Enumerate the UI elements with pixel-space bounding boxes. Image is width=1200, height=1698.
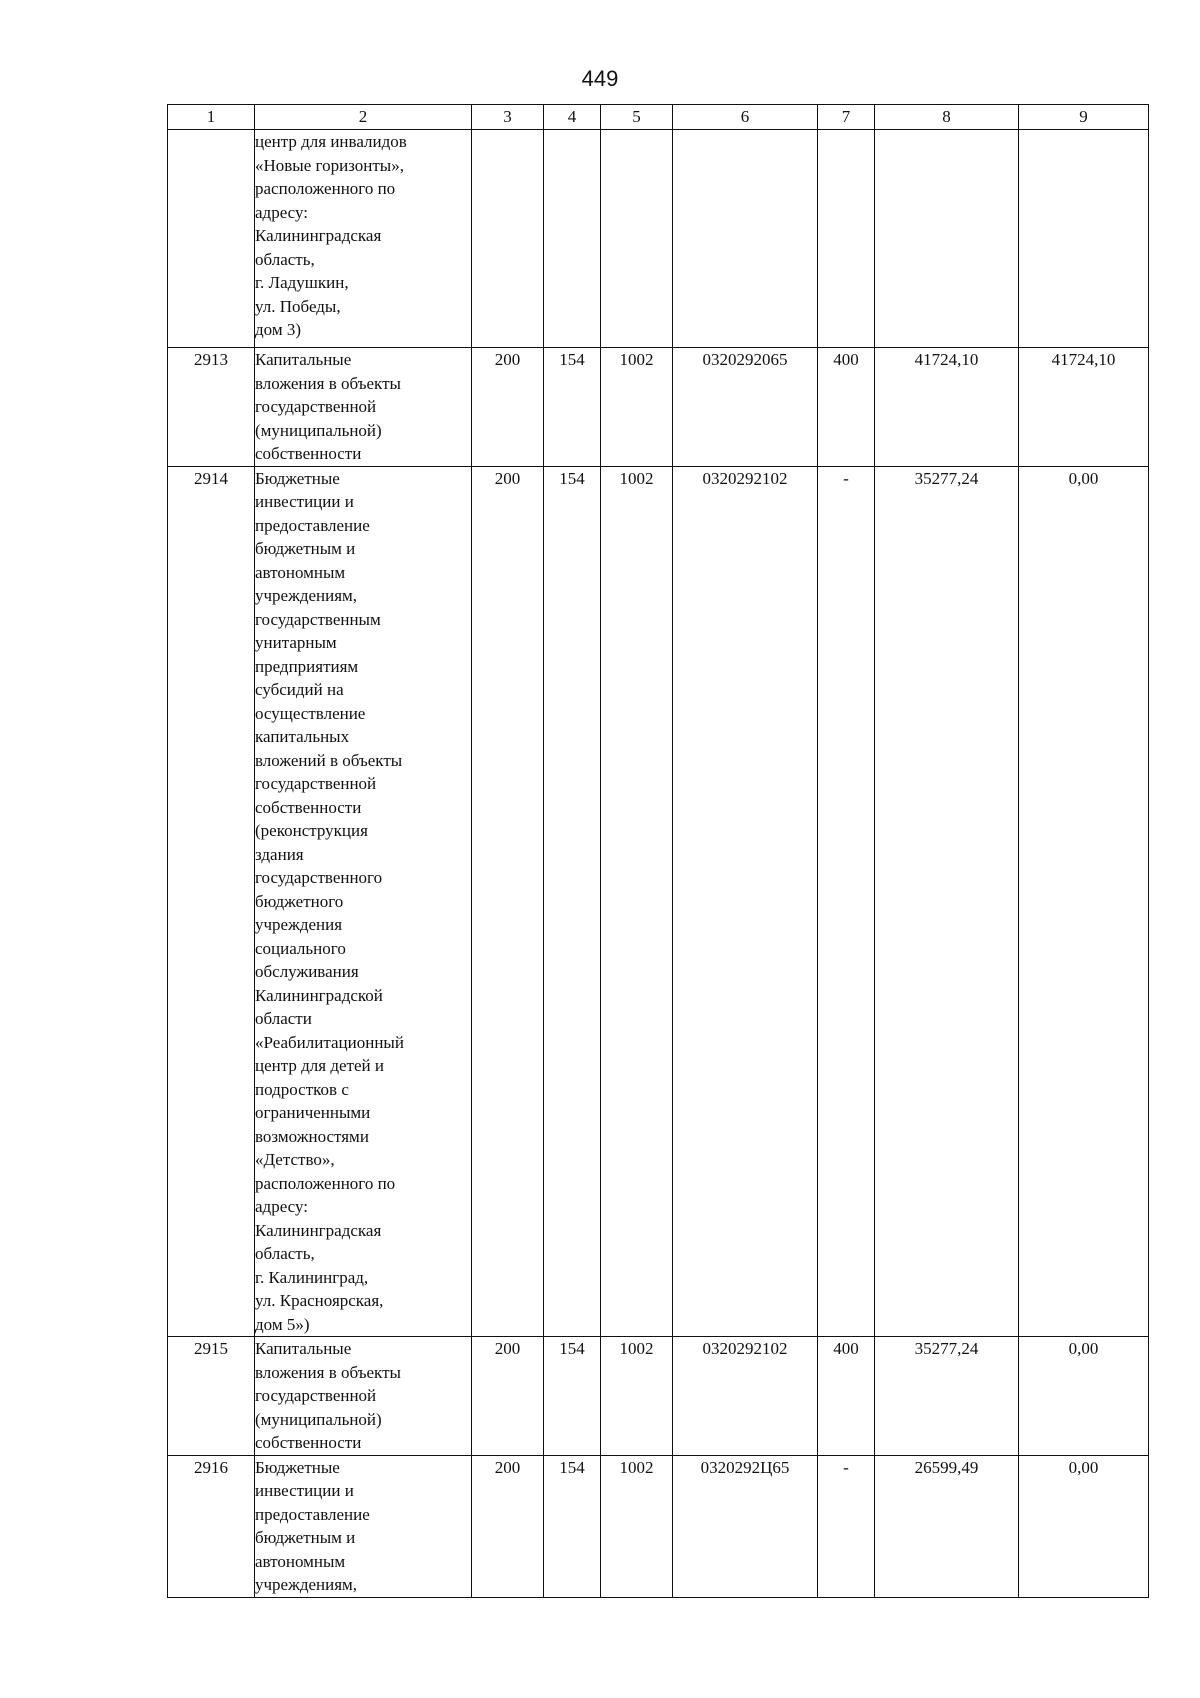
cell-col8: 41724,10	[875, 348, 1019, 467]
cell-col7: 400	[818, 348, 875, 467]
row-number: 2916	[168, 1455, 255, 1597]
cell-col8: 35277,24	[875, 1337, 1019, 1456]
column-header-2: 2	[255, 105, 472, 130]
cell-col5: 1002	[601, 466, 673, 1337]
row-description: Бюджетные инвестиции и предоставление бюджетным и автономным учреждениям,	[255, 1455, 472, 1597]
cell-col6: 0320292Ц65	[673, 1455, 818, 1597]
row-number: 2914	[168, 466, 255, 1337]
cell-col8: 26599,49	[875, 1455, 1019, 1597]
cell-col7: -	[818, 466, 875, 1337]
row-number	[168, 130, 255, 348]
column-header-4: 4	[544, 105, 601, 130]
column-header-6: 6	[673, 105, 818, 130]
cell-col9	[1019, 130, 1149, 348]
header-row	[168, 105, 1149, 130]
cell-col4: 154	[544, 1337, 601, 1456]
row-number: 2913	[168, 348, 255, 467]
table-row	[168, 348, 1149, 467]
row-description: Бюджетные инвестиции и предоставление бюджетным и автономным учреждениям, государственным унитарным предприятиям субсидий на осуществление капитальных вложений в объекты государственной собственности (реконструкция здания государственного бюджетного учреждения социального обслуживания Калининградской области «Реабилитационный центр для детей и подростков с ограниченными возможностями «Детство», расположенного по адресу: Калининградская область, г. Калининград, ул. Красноярская, дом 5»)	[255, 466, 472, 1337]
cell-col3: 200	[472, 1455, 544, 1597]
row-description: Капитальные вложения в объекты государственной (муниципальной) собственности	[255, 348, 472, 467]
cell-col9: 0,00	[1019, 466, 1149, 1337]
cell-col5: 1002	[601, 1337, 673, 1456]
column-header-1: 1	[168, 105, 255, 130]
cell-col6	[673, 130, 818, 348]
cell-col8: 35277,24	[875, 466, 1019, 1337]
row-number: 2915	[168, 1337, 255, 1456]
table-row	[168, 1455, 1149, 1597]
row-description: Капитальные вложения в объекты государственной (муниципальной) собственности	[255, 1337, 472, 1456]
cell-col4: 154	[544, 1455, 601, 1597]
cell-col6: 0320292065	[673, 348, 818, 467]
cell-col5: 1002	[601, 1455, 673, 1597]
table-row	[168, 1337, 1149, 1456]
cell-col4	[544, 130, 601, 348]
cell-col7: -	[818, 1455, 875, 1597]
cell-col3: 200	[472, 348, 544, 467]
cell-col9: 0,00	[1019, 1337, 1149, 1456]
budget-table	[167, 104, 1149, 1598]
column-header-7: 7	[818, 105, 875, 130]
column-header-3: 3	[472, 105, 544, 130]
cell-col7	[818, 130, 875, 348]
cell-col8	[875, 130, 1019, 348]
column-header-8: 8	[875, 105, 1019, 130]
cell-col3	[472, 130, 544, 348]
cell-col6: 0320292102	[673, 466, 818, 1337]
cell-col3: 200	[472, 1337, 544, 1456]
cell-col5: 1002	[601, 348, 673, 467]
cell-col7: 400	[818, 1337, 875, 1456]
row-description: центр для инвалидов «Новые горизонты», расположенного по адресу: Калининградская область, г. Ладушкин, ул. Победы, дом 3)	[255, 130, 472, 348]
cell-col4: 154	[544, 466, 601, 1337]
page-number: 449	[581, 66, 619, 91]
cell-col3: 200	[472, 466, 544, 1337]
cell-col6: 0320292102	[673, 1337, 818, 1456]
cell-col9: 41724,10	[1019, 348, 1149, 467]
column-header-5: 5	[601, 105, 673, 130]
table-row	[168, 130, 1149, 348]
cell-col9: 0,00	[1019, 1455, 1149, 1597]
column-header-9: 9	[1019, 105, 1149, 130]
table-row	[168, 466, 1149, 1337]
cell-col5	[601, 130, 673, 348]
cell-col4: 154	[544, 348, 601, 467]
